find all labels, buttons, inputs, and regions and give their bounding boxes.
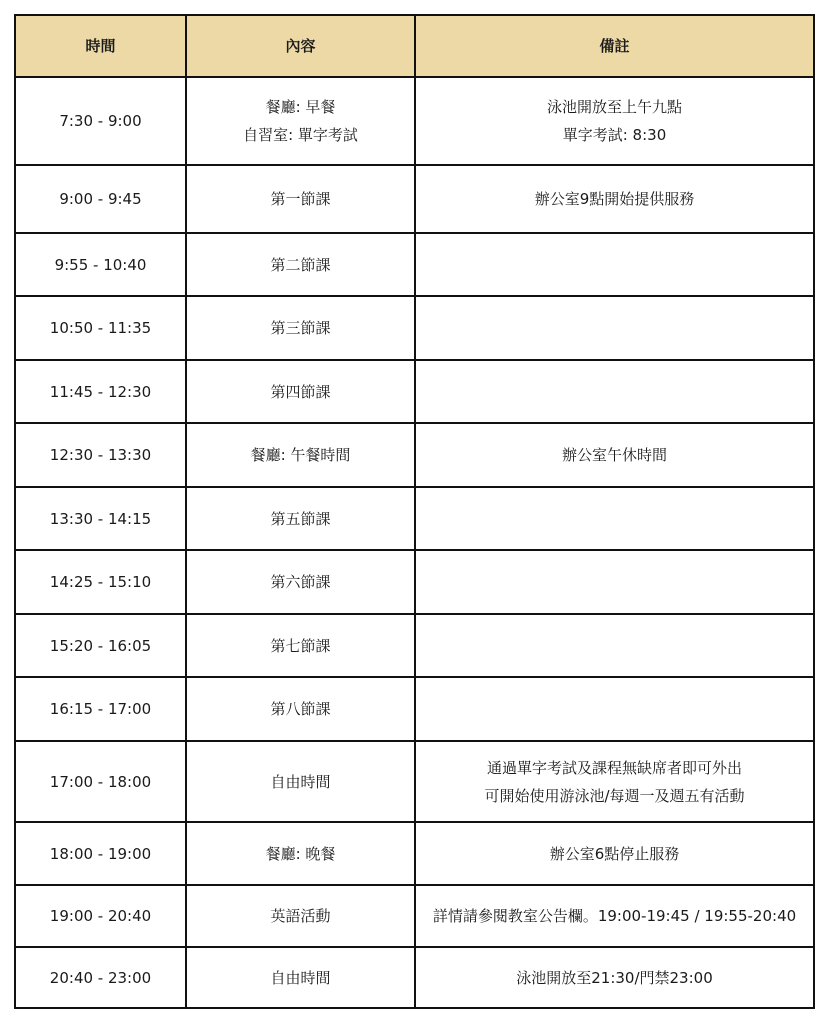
content-line: 第七節課 (270, 636, 331, 655)
notes-line: 可開始使用游泳池/每週一及週五有活動 (484, 786, 745, 805)
content-line: 第三節課 (270, 319, 331, 337)
time-cell: 13:30 - 14:15 (15, 487, 186, 550)
notes-cell (415, 296, 814, 360)
content-line: 自由時間 (270, 968, 331, 987)
table-row (15, 885, 814, 947)
notes-line: 單字考試: 8:30 (562, 126, 667, 144)
content-cell (186, 885, 415, 947)
notes-line: 辦公室9點開始提供服務 (534, 190, 695, 208)
notes-cell (415, 165, 814, 233)
content-line: 第一節課 (270, 190, 331, 208)
table-row (15, 677, 814, 741)
time-cell: 19:00 - 20:40 (15, 885, 186, 947)
table-row (15, 423, 814, 487)
content-line: 自由時間 (270, 772, 331, 791)
content-cell (186, 487, 415, 550)
table-row (15, 550, 814, 614)
notes-cell (415, 233, 814, 296)
time-cell: 16:15 - 17:00 (15, 677, 186, 741)
notes-cell (415, 487, 814, 550)
content-cell (186, 233, 415, 296)
content-cell (186, 360, 415, 423)
content-line: 第五節課 (270, 509, 331, 528)
notes-cell (415, 614, 814, 677)
notes-line: 通過單字考試及課程無缺席者即可外出 (486, 758, 742, 777)
time-cell: 11:45 - 12:30 (15, 360, 186, 423)
time-cell: 17:00 - 18:00 (15, 741, 186, 822)
time-cell: 10:50 - 11:35 (15, 296, 186, 360)
notes-cell (415, 677, 814, 741)
header-notes: 備註 (415, 15, 814, 77)
content-cell (186, 947, 415, 1008)
notes-cell (415, 885, 814, 947)
content-line: 第二節課 (270, 255, 331, 274)
schedule-table (14, 14, 815, 1009)
content-cell (186, 165, 415, 233)
table-row (15, 296, 814, 360)
notes-line: 泳池開放至上午九點 (546, 98, 682, 116)
content-cell (186, 677, 415, 741)
content-line: 自習室: 單字考試 (243, 126, 358, 144)
table-row (15, 822, 814, 885)
notes-line: 辦公室午休時間 (561, 446, 667, 464)
time-cell: 12:30 - 13:30 (15, 423, 186, 487)
content-line: 餐廳: 午餐時間 (250, 446, 351, 464)
content-line: 第六節課 (270, 573, 331, 591)
time-cell: 9:55 - 10:40 (15, 233, 186, 296)
content-line: 第四節課 (270, 382, 331, 401)
table-row (15, 487, 814, 550)
table-row (15, 77, 814, 165)
schedule-body (15, 77, 814, 1008)
notes-line: 辦公室6點停止服務 (549, 844, 680, 863)
notes-cell (415, 423, 814, 487)
content-cell (186, 423, 415, 487)
notes-cell (415, 77, 814, 165)
content-line: 英語活動 (270, 907, 331, 925)
content-cell (186, 296, 415, 360)
header-row (15, 15, 814, 77)
content-cell (186, 822, 415, 885)
time-cell: 7:30 - 9:00 (15, 77, 186, 165)
table-row (15, 360, 814, 423)
header-time: 時間 (15, 15, 186, 77)
time-cell: 9:00 - 9:45 (15, 165, 186, 233)
content-cell (186, 741, 415, 822)
notes-cell (415, 360, 814, 423)
notes-line: 詳情請參閱教室公告欄。19:00-19:45 / 19:55-20:40 (432, 907, 797, 925)
time-cell: 18:00 - 19:00 (15, 822, 186, 885)
content-line: 第八節課 (270, 700, 331, 718)
table-row (15, 614, 814, 677)
notes-line: 泳池開放至21:30/門禁23:00 (516, 968, 713, 987)
notes-cell (415, 550, 814, 614)
content-cell (186, 550, 415, 614)
content-cell (186, 614, 415, 677)
notes-cell (415, 741, 814, 822)
table-row (15, 233, 814, 296)
table-row (15, 741, 814, 822)
time-cell: 20:40 - 23:00 (15, 947, 186, 1008)
content-cell (186, 77, 415, 165)
table-row (15, 947, 814, 1008)
content-line: 餐廳: 早餐 (265, 98, 336, 116)
notes-cell (415, 822, 814, 885)
time-cell: 15:20 - 16:05 (15, 614, 186, 677)
notes-cell (415, 947, 814, 1008)
table-row (15, 165, 814, 233)
header-content: 內容 (186, 15, 415, 77)
time-cell: 14:25 - 15:10 (15, 550, 186, 614)
content-line: 餐廳: 晚餐 (265, 844, 336, 863)
